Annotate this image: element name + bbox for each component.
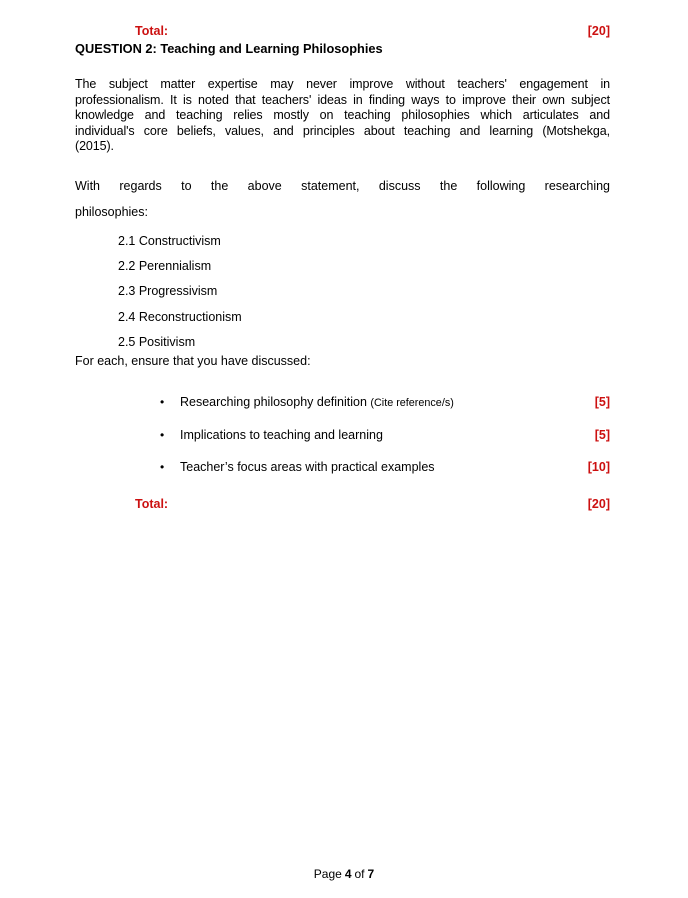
- bullet-icon: •: [160, 427, 165, 442]
- instruction-line: philosophies:: [75, 205, 148, 219]
- instruction-line: With regards to the above statement, discuss the following researching: [75, 179, 610, 193]
- list-item: 2.5 Positivism: [118, 334, 196, 349]
- criterion-note: (Cite reference/s): [370, 397, 454, 409]
- footer-page-word: Page: [313, 867, 342, 881]
- previous-question-total-row: [75, 24, 610, 38]
- intro-line: knowledge and teaching relies mostly on teaching philosophies which articulates and: [75, 108, 610, 122]
- page-footer: [0, 867, 688, 881]
- criterion-text: Implications to teaching and learning: [180, 427, 383, 442]
- criterion-row: [75, 428, 610, 442]
- philosophies-list: [75, 229, 610, 355]
- total-label: Total:: [135, 497, 169, 511]
- list-item: 2.3 Progressivism: [118, 284, 218, 299]
- question-instruction: [75, 173, 610, 225]
- criteria-list: [75, 395, 610, 493]
- intro-line: professionalism. It is noted that teachers' ideas in finding ways to improve their own subject: [75, 92, 610, 107]
- list-item: 2.2 Perennialism: [118, 259, 212, 274]
- total-marks-badge: [20]: [587, 24, 610, 38]
- marks-badge: [10]: [587, 460, 610, 474]
- criterion-row: [75, 395, 610, 409]
- intro-line: (2015).: [75, 139, 114, 153]
- for-each-instruction: For each, ensure that you have discussed:: [75, 354, 311, 368]
- criterion-row: [75, 460, 610, 474]
- marks-badge: [5]: [594, 427, 610, 442]
- bullet-icon: •: [160, 395, 165, 409]
- question-heading: QUESTION 2: Teaching and Learning Philosophies: [75, 41, 383, 56]
- intro-line: individual's core beliefs, values, and principles about teaching and learning (Motshekga,: [75, 123, 610, 138]
- question-intro-paragraph: [75, 77, 610, 155]
- total-label: Total:: [135, 24, 169, 38]
- criterion-text: Researching philosophy definition (Cite reference/s): [180, 395, 454, 409]
- footer-current-page: 4: [344, 867, 352, 881]
- footer-total-pages: 7: [367, 867, 375, 881]
- bullet-icon: •: [160, 460, 165, 474]
- intro-line: The subject matter expertise may never improve without teachers' engagement in: [75, 77, 610, 91]
- list-item: 2.4 Reconstructionism: [118, 309, 242, 324]
- list-item: 2.1 Constructivism: [118, 234, 221, 248]
- marks-badge: [5]: [594, 395, 610, 409]
- question-total-row: [75, 497, 610, 511]
- total-marks-badge: [20]: [587, 497, 610, 511]
- footer-of-word: of: [354, 867, 365, 881]
- criterion-text: Teacher’s focus areas with practical examples: [180, 460, 435, 474]
